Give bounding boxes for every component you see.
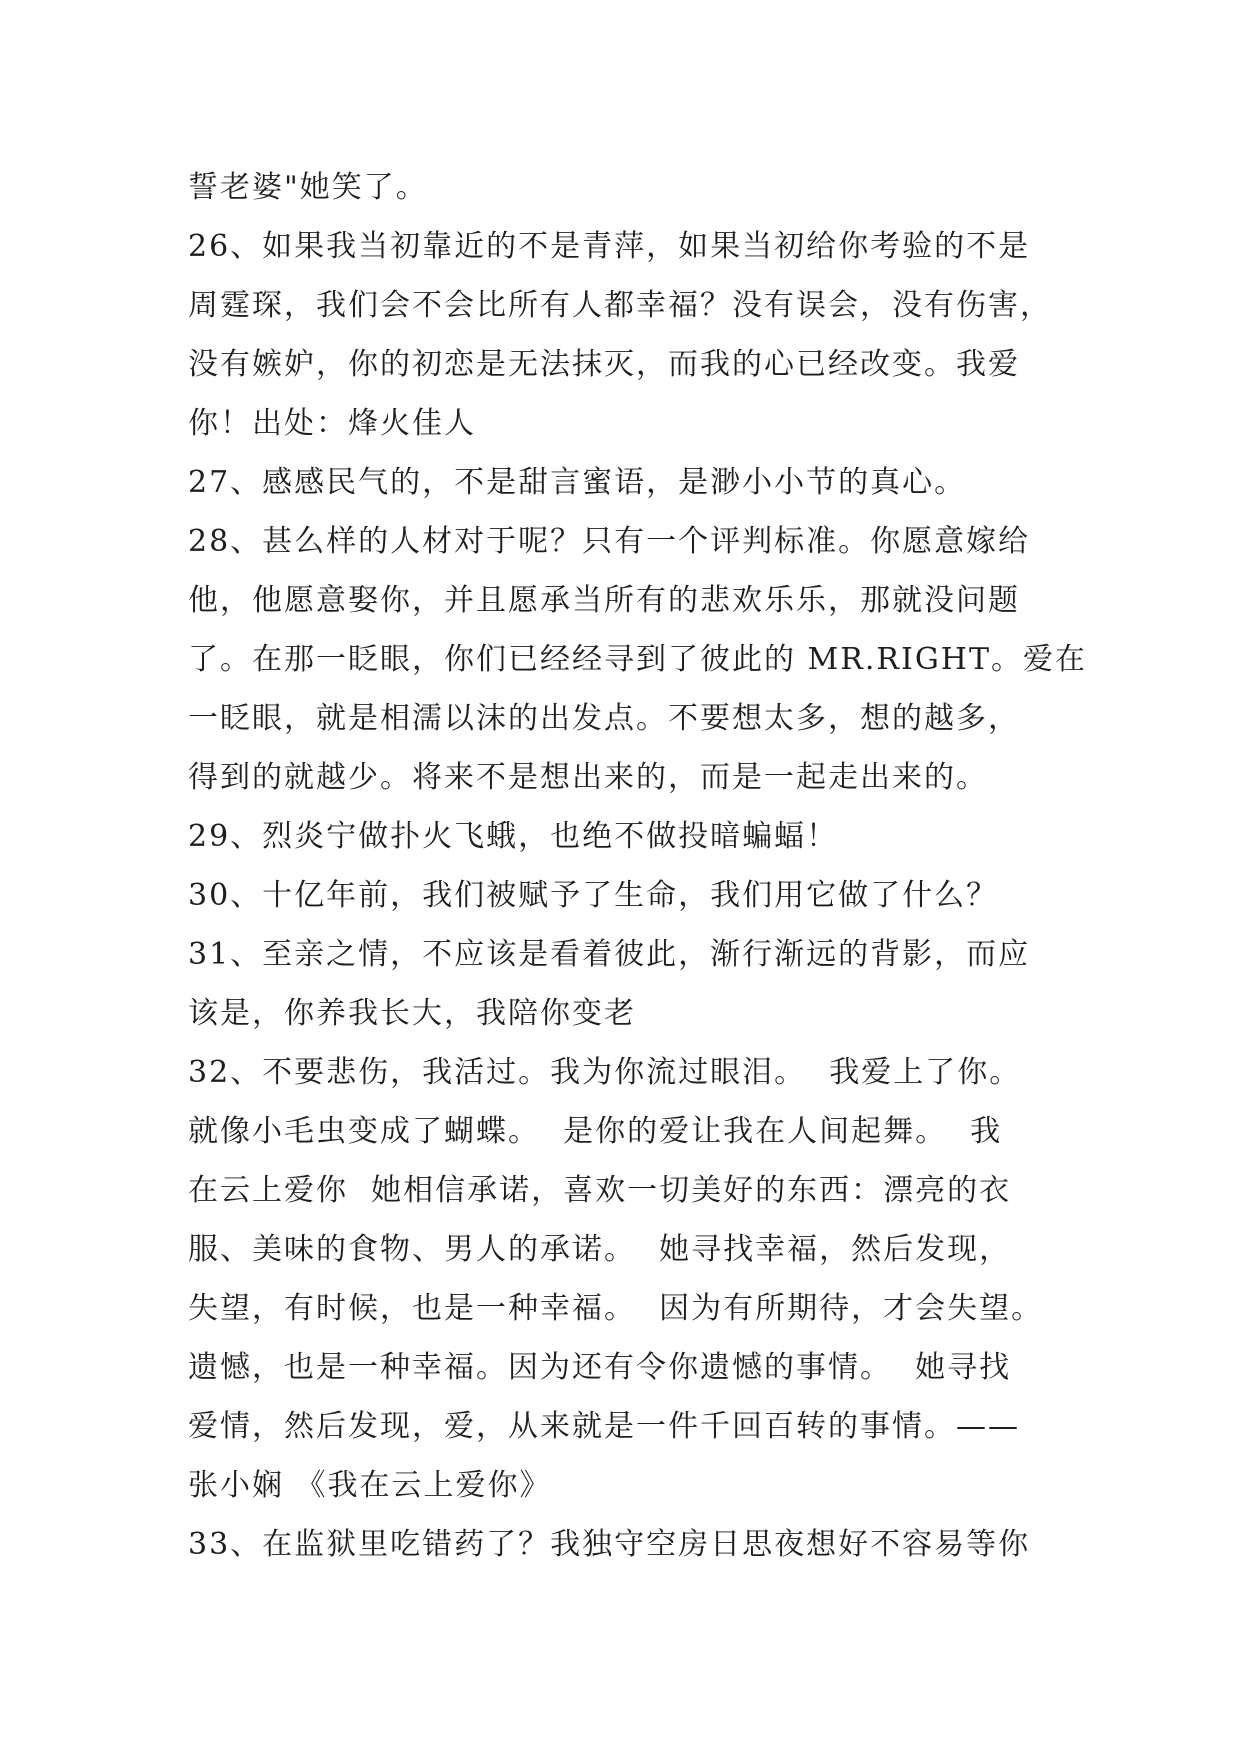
text-line: 26、如果我当初靠近的不是青萍，如果当初给你考验的不是 — [188, 229, 1031, 264]
text-line: 33、在监狱里吃错药了？我独守空房日思夜想好不容易等你 — [188, 1527, 1031, 1562]
text-line: 27、感感民气的，不是甜言蜜语，是渺小小节的真心。 — [188, 465, 967, 500]
text-line: 誓老婆"她笑了。 — [188, 170, 428, 205]
text-line: 一眨眼，就是相濡以沫的出发点。不要想太多，想的越多， — [188, 701, 1020, 736]
text-line: 失望，有时候，也是一种幸福。 因为有所期待，才会失望。 — [188, 1291, 1044, 1326]
text-line: 张小娴 《我在云上爱你》 — [188, 1468, 552, 1503]
text-line: 他，他愿意娶你，并且愿承当所有的悲欢乐乐，那就没问题 — [188, 583, 1020, 618]
text-line: 得到的就越少。将来不是想出来的，而是一起走出来的。 — [188, 760, 988, 795]
text-line: 31、至亲之情，不应该是看着彼此，渐行渐远的背影，而应 — [188, 937, 1031, 972]
text-line: 28、甚么样的人材对于呢？只有一个评判标准。你愿意嫁给 — [188, 524, 1031, 559]
text-line: 就像小毛虫变成了蝴蝶。 是你的爱让我在人间起舞。 我 — [188, 1114, 1003, 1149]
text-line: 你！出处：烽火佳人 — [188, 406, 476, 441]
text-line: 服、美味的食物、男人的承诺。 她寻找幸福，然后发现， — [188, 1232, 1012, 1267]
text-line: 没有嫉妒，你的初恋是无法抹灭，而我的心已经改变。我爱 — [188, 347, 1020, 382]
text-line: 30、十亿年前，我们被赋予了生命，我们用它做了什么？ — [188, 878, 999, 913]
text-line: 该是，你养我长大，我陪你变老 — [188, 996, 636, 1031]
text-line: 了。在那一眨眼，你们已经经寻到了彼此的 MR.RIGHT。爱在 — [188, 642, 1087, 677]
text-line: 32、不要悲伤，我活过。我为你流过眼泪。 我爱上了你。 — [188, 1055, 1022, 1090]
text-line: 爱情，然后发现，爱，从来就是一件千回百转的事情。—— — [188, 1409, 1020, 1444]
text-line: 遗憾，也是一种幸福。因为还有令你遗憾的事情。 她寻找 — [188, 1350, 1012, 1385]
document-body — [188, 158, 1087, 1574]
text-line: 周霆琛，我们会不会比所有人都幸福？没有误会，没有伤害， — [188, 288, 1052, 323]
text-line: 在云上爱你 她相信承诺，喜欢一切美好的东西：漂亮的衣 — [188, 1173, 1012, 1208]
text-line: 29、烈炎宁做扑火飞蛾，也绝不做投暗蝙蝠！ — [188, 819, 839, 854]
